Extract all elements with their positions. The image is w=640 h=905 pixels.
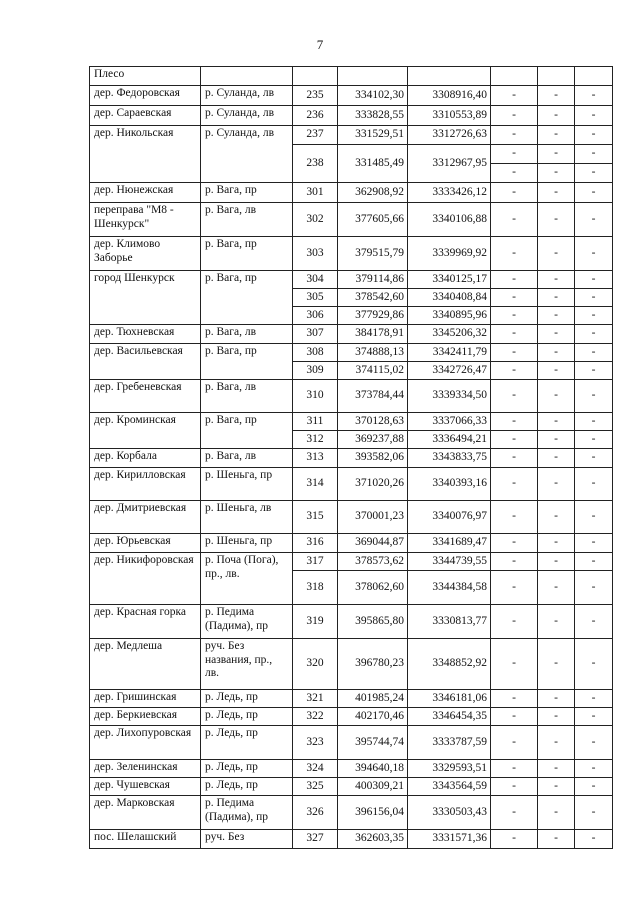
dash-cell: - (538, 571, 575, 605)
x-coordinate-cell: 377929,86 (338, 307, 408, 325)
dash-cell: - (491, 86, 538, 106)
dash-cell: - (575, 106, 613, 126)
river-cell: р. Вага, лв (201, 449, 293, 468)
x-coordinate-cell: 395865,80 (338, 605, 408, 639)
point-number-cell: 316 (293, 534, 338, 553)
dash-cell: - (575, 639, 613, 690)
dash-cell: - (491, 708, 538, 726)
point-number-cell: 319 (293, 605, 338, 639)
x-coordinate-cell: 402170,46 (338, 708, 408, 726)
point-number-cell: 314 (293, 468, 338, 501)
y-coordinate-cell: 3346454,35 (408, 708, 491, 726)
dash-cell: - (575, 126, 613, 145)
dash-cell: - (538, 468, 575, 501)
dash-cell: - (491, 380, 538, 413)
x-coordinate-cell: 333828,55 (338, 106, 408, 126)
point-number-cell: 303 (293, 237, 338, 271)
river-cell: р. Вага, лв (201, 203, 293, 237)
place-cell: дер. Беркиевская (90, 708, 201, 726)
dash-cell: - (491, 605, 538, 639)
dash-cell: - (575, 690, 613, 708)
x-coordinate-cell: 396780,23 (338, 639, 408, 690)
dash-cell: - (575, 325, 613, 344)
dash-cell: - (491, 830, 538, 849)
dash-cell: - (491, 553, 538, 571)
dash-cell: - (575, 605, 613, 639)
dash-cell: - (538, 778, 575, 796)
dash-cell: - (575, 501, 613, 534)
dash-cell: - (538, 271, 575, 289)
place-cell: дер. Никольская (90, 126, 201, 183)
place-cell: дер. Федоровская (90, 86, 201, 106)
river-cell: р. Шеньга, пр (201, 534, 293, 553)
place-cell: Плесо (90, 67, 201, 86)
y-coordinate-cell: 3312967,95 (408, 145, 491, 183)
x-coordinate-cell: 378573,62 (338, 553, 408, 571)
dash-cell: - (538, 344, 575, 362)
x-coordinate-cell: 369237,88 (338, 431, 408, 449)
dash-cell: - (575, 553, 613, 571)
dash-cell: - (575, 449, 613, 468)
dash-cell: - (538, 380, 575, 413)
dash-cell: - (538, 145, 575, 164)
place-cell: дер. Медлеша (90, 639, 201, 690)
place-cell: город Шенкурск (90, 271, 201, 325)
x-coordinate-cell: 331529,51 (338, 126, 408, 145)
y-coordinate-cell: 3346181,06 (408, 690, 491, 708)
coordinates-table (89, 66, 613, 849)
x-coordinate-cell: 334102,30 (338, 86, 408, 106)
river-cell: р. Шеньга, пр (201, 468, 293, 501)
dash-cell: - (491, 726, 538, 760)
point-number-cell: 311 (293, 413, 338, 431)
place-cell: дер. Васильевская (90, 344, 201, 380)
river-cell: р. Ледь, пр (201, 690, 293, 708)
dash-cell: - (538, 203, 575, 237)
place-cell: дер. Дмитриевская (90, 501, 201, 534)
river-cell: р. Ледь, пр (201, 726, 293, 760)
place-cell: дер. Корбала (90, 449, 201, 468)
place-cell: дер. Сараевская (90, 106, 201, 126)
y-coordinate-cell: 3339334,50 (408, 380, 491, 413)
river-cell: р. Вага, пр (201, 183, 293, 203)
dash-cell: - (491, 796, 538, 830)
y-coordinate-cell: 3340393,16 (408, 468, 491, 501)
dash-cell: - (538, 553, 575, 571)
point-number-cell: 322 (293, 708, 338, 726)
point-number-cell (293, 67, 338, 86)
dash-cell: - (538, 449, 575, 468)
y-coordinate-cell: 3342411,79 (408, 344, 491, 362)
y-coordinate-cell: 3330813,77 (408, 605, 491, 639)
dash-cell: - (491, 501, 538, 534)
x-coordinate-cell: 374115,02 (338, 362, 408, 380)
point-number-cell: 315 (293, 501, 338, 534)
dash-cell: - (575, 760, 613, 778)
dash-cell: - (575, 726, 613, 760)
point-number-cell: 327 (293, 830, 338, 849)
dash-cell: - (575, 796, 613, 830)
dash-cell: - (491, 237, 538, 271)
dash-cell: - (538, 164, 575, 183)
dash-cell: - (491, 639, 538, 690)
place-cell: дер. Лихопуровская (90, 726, 201, 760)
place-cell: дер. Марковская (90, 796, 201, 830)
point-number-cell: 236 (293, 106, 338, 126)
dash-cell: - (491, 468, 538, 501)
dash-cell: - (575, 237, 613, 271)
x-coordinate-cell: 362603,35 (338, 830, 408, 849)
y-coordinate-cell: 3340125,17 (408, 271, 491, 289)
point-number-cell: 304 (293, 271, 338, 289)
point-number-cell: 324 (293, 760, 338, 778)
river-cell: р. Педима (Падима), пр (201, 796, 293, 830)
dash-cell: - (538, 501, 575, 534)
y-coordinate-cell: 3312726,63 (408, 126, 491, 145)
y-coordinate-cell: 3340408,84 (408, 289, 491, 307)
x-coordinate-cell: 369044,87 (338, 534, 408, 553)
dash-cell: - (538, 126, 575, 145)
dash-cell: - (491, 126, 538, 145)
place-cell: дер. Кроминская (90, 413, 201, 449)
river-cell: руч. Без (201, 830, 293, 849)
dash-cell: - (491, 307, 538, 325)
x-coordinate-cell: 379515,79 (338, 237, 408, 271)
x-coordinate-cell: 393582,06 (338, 449, 408, 468)
dash-cell: - (538, 106, 575, 126)
point-number-cell: 302 (293, 203, 338, 237)
place-cell: дер. Красная горка (90, 605, 201, 639)
river-cell: р. Суланда, лв (201, 106, 293, 126)
x-coordinate-cell: 396156,04 (338, 796, 408, 830)
y-coordinate-cell: 3344739,55 (408, 553, 491, 571)
x-coordinate-cell: 362908,92 (338, 183, 408, 203)
point-number-cell: 237 (293, 126, 338, 145)
dash-cell: - (491, 413, 538, 431)
dash-cell: - (538, 325, 575, 344)
dash-cell: - (538, 289, 575, 307)
point-number-cell: 321 (293, 690, 338, 708)
dash-cell: - (491, 289, 538, 307)
place-cell: дер. Никифоровская (90, 553, 201, 605)
y-coordinate-cell (408, 67, 491, 86)
y-coordinate-cell: 3336494,21 (408, 431, 491, 449)
point-number-cell: 313 (293, 449, 338, 468)
point-number-cell: 323 (293, 726, 338, 760)
place-cell: дер. Зеленинская (90, 760, 201, 778)
y-coordinate-cell: 3340895,96 (408, 307, 491, 325)
x-coordinate-cell: 373784,44 (338, 380, 408, 413)
dash-cell: - (575, 362, 613, 380)
dash-cell: - (575, 271, 613, 289)
point-number-cell: 317 (293, 553, 338, 571)
dash-cell: - (491, 571, 538, 605)
dash-cell: - (491, 778, 538, 796)
point-number-cell: 309 (293, 362, 338, 380)
x-coordinate-cell (338, 67, 408, 86)
river-cell: р. Вага, лв (201, 380, 293, 413)
dash-cell: - (491, 344, 538, 362)
place-cell: пос. Шелашский (90, 830, 201, 849)
dash-cell: - (538, 413, 575, 431)
x-coordinate-cell: 394640,18 (338, 760, 408, 778)
dash-cell: - (491, 534, 538, 553)
x-coordinate-cell: 401985,24 (338, 690, 408, 708)
dash-cell: - (575, 203, 613, 237)
dash-cell: - (491, 164, 538, 183)
y-coordinate-cell: 3341689,47 (408, 534, 491, 553)
y-coordinate-cell: 3343833,75 (408, 449, 491, 468)
dash-cell: - (575, 571, 613, 605)
y-coordinate-cell: 3308916,40 (408, 86, 491, 106)
dash-cell: - (575, 183, 613, 203)
point-number-cell: 325 (293, 778, 338, 796)
place-cell: дер. Нюнежская (90, 183, 201, 203)
point-number-cell: 238 (293, 145, 338, 183)
point-number-cell: 310 (293, 380, 338, 413)
point-number-cell: 318 (293, 571, 338, 605)
x-coordinate-cell: 371020,26 (338, 468, 408, 501)
point-number-cell: 305 (293, 289, 338, 307)
river-cell: р. Шеньга, лв (201, 501, 293, 534)
dash-cell: - (575, 778, 613, 796)
y-coordinate-cell: 3331571,36 (408, 830, 491, 849)
y-coordinate-cell: 3345206,32 (408, 325, 491, 344)
dash-cell: - (575, 307, 613, 325)
dash-cell: - (575, 380, 613, 413)
y-coordinate-cell: 3310553,89 (408, 106, 491, 126)
dash-cell: - (491, 271, 538, 289)
dash-cell: - (538, 760, 575, 778)
x-coordinate-cell: 374888,13 (338, 344, 408, 362)
river-cell: р. Ледь, пр (201, 778, 293, 796)
place-cell: дер. Климово Заборье (90, 237, 201, 271)
dash-cell: - (575, 145, 613, 164)
dash-cell: - (538, 362, 575, 380)
dash-cell: - (575, 413, 613, 431)
x-coordinate-cell: 379114,86 (338, 271, 408, 289)
dash-cell: - (575, 708, 613, 726)
y-coordinate-cell: 3344384,58 (408, 571, 491, 605)
extra-cell (538, 67, 575, 86)
y-coordinate-cell: 3337066,33 (408, 413, 491, 431)
x-coordinate-cell: 395744,74 (338, 726, 408, 760)
dash-cell: - (491, 449, 538, 468)
dash-cell: - (575, 468, 613, 501)
dash-cell: - (538, 690, 575, 708)
point-number-cell: 320 (293, 639, 338, 690)
page-number: 7 (316, 37, 324, 52)
dash-cell: - (538, 639, 575, 690)
dash-cell: - (575, 830, 613, 849)
dash-cell: - (491, 325, 538, 344)
y-coordinate-cell: 3329593,51 (408, 760, 491, 778)
y-coordinate-cell: 3340106,88 (408, 203, 491, 237)
dash-cell: - (491, 145, 538, 164)
y-coordinate-cell: 3333787,59 (408, 726, 491, 760)
river-cell: р. Педима (Падима), пр (201, 605, 293, 639)
place-cell: дер. Чушевская (90, 778, 201, 796)
y-coordinate-cell: 3342726,47 (408, 362, 491, 380)
dash-cell: - (491, 106, 538, 126)
dash-cell: - (538, 307, 575, 325)
x-coordinate-cell: 331485,49 (338, 145, 408, 183)
place-cell: дер. Тюхневская (90, 325, 201, 344)
y-coordinate-cell: 3343564,59 (408, 778, 491, 796)
dash-cell: - (491, 203, 538, 237)
point-number-cell: 301 (293, 183, 338, 203)
dash-cell: - (538, 830, 575, 849)
place-cell: дер. Кирилловская (90, 468, 201, 501)
dash-cell: - (575, 289, 613, 307)
x-coordinate-cell: 400309,21 (338, 778, 408, 796)
y-coordinate-cell: 3339969,92 (408, 237, 491, 271)
x-coordinate-cell: 378542,60 (338, 289, 408, 307)
place-cell: переправа "М8 - Шенкурск" (90, 203, 201, 237)
river-cell: р. Вага, пр (201, 271, 293, 325)
dash-cell: - (491, 760, 538, 778)
point-number-cell: 307 (293, 325, 338, 344)
dash-cell: - (538, 86, 575, 106)
dash-cell: - (575, 86, 613, 106)
dash-cell: - (575, 431, 613, 449)
x-coordinate-cell: 384178,91 (338, 325, 408, 344)
point-number-cell: 326 (293, 796, 338, 830)
dash-cell: - (491, 362, 538, 380)
dash-cell: - (491, 183, 538, 203)
river-cell: р. Вага, лв (201, 325, 293, 344)
river-cell: р. Ледь, пр (201, 708, 293, 726)
dash-cell: - (538, 605, 575, 639)
x-coordinate-cell: 377605,66 (338, 203, 408, 237)
dash-cell: - (538, 796, 575, 830)
river-cell: р. Вага, пр (201, 344, 293, 380)
place-cell: дер. Гришинская (90, 690, 201, 708)
dash-cell: - (491, 690, 538, 708)
extra-cell (575, 67, 613, 86)
river-cell: р. Суланда, лв (201, 86, 293, 106)
point-number-cell: 312 (293, 431, 338, 449)
river-cell: р. Вага, пр (201, 237, 293, 271)
point-number-cell: 306 (293, 307, 338, 325)
river-cell: р. Поча (Пога), пр., лв. (201, 553, 293, 605)
river-cell: р. Вага, пр (201, 413, 293, 449)
y-coordinate-cell: 3340076,97 (408, 501, 491, 534)
y-coordinate-cell: 3330503,43 (408, 796, 491, 830)
point-number-cell: 235 (293, 86, 338, 106)
dash-cell: - (575, 534, 613, 553)
dash-cell: - (538, 183, 575, 203)
dash-cell: - (538, 431, 575, 449)
dash-cell: - (538, 534, 575, 553)
y-coordinate-cell: 3333426,12 (408, 183, 491, 203)
dash-cell: - (538, 708, 575, 726)
river-cell: р. Суланда, лв (201, 126, 293, 183)
x-coordinate-cell: 378062,60 (338, 571, 408, 605)
x-coordinate-cell: 370128,63 (338, 413, 408, 431)
dash-cell: - (491, 431, 538, 449)
place-cell: дер. Гребеневская (90, 380, 201, 413)
place-cell: дер. Юрьевская (90, 534, 201, 553)
river-cell (201, 67, 293, 86)
dash-cell: - (575, 344, 613, 362)
y-coordinate-cell: 3348852,92 (408, 639, 491, 690)
extra-cell (491, 67, 538, 86)
x-coordinate-cell: 370001,23 (338, 501, 408, 534)
dash-cell: - (575, 164, 613, 183)
river-cell: р. Ледь, пр (201, 760, 293, 778)
river-cell: руч. Без названия, пр., лв. (201, 639, 293, 690)
point-number-cell: 308 (293, 344, 338, 362)
dash-cell: - (538, 726, 575, 760)
dash-cell: - (538, 237, 575, 271)
